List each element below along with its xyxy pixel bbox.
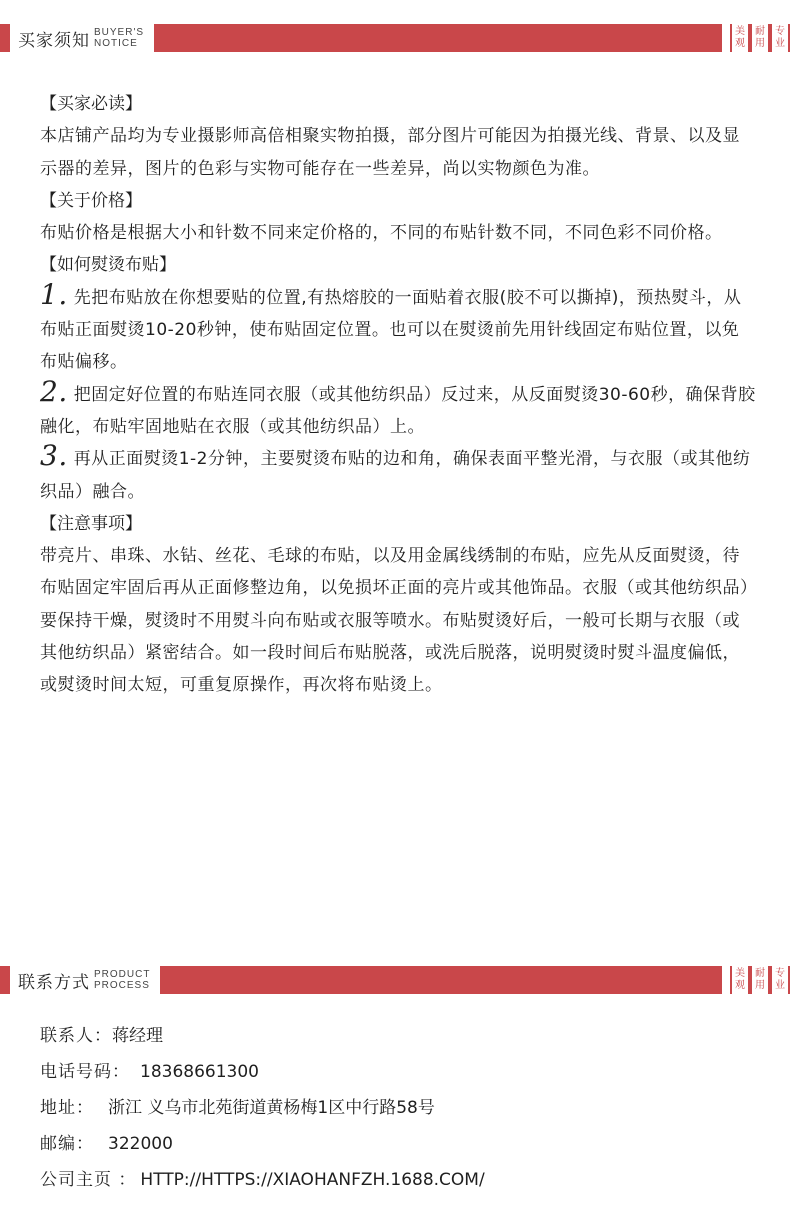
badge-cell-durable <box>752 24 768 60</box>
quality-badge <box>730 24 790 60</box>
badge-char: 业 <box>775 38 785 49</box>
phone-row <box>40 1054 756 1090</box>
badge-cell-professional <box>772 966 788 1002</box>
badge-char: 观 <box>735 38 745 49</box>
step-text: 把固定好位置的布贴连同衣服（或其他纺织品）反过来，从反面熨烫30-60秒，确保背胶融化，布贴牢固地贴在衣服（或其他纺织品）上。 <box>40 384 756 437</box>
contact-info <box>40 1018 756 1198</box>
step-text: 再从正面熨烫1-2分钟，主要熨烫布贴的边和角，确保表面平整光滑，与衣服（或其他纺织品）融合。 <box>40 449 751 502</box>
badge-cell-durable <box>752 966 768 1002</box>
step-number: 2. <box>40 374 68 408</box>
contact-person-value: 蒋经理 <box>112 1026 163 1046</box>
homepage-row <box>40 1162 756 1198</box>
contact-person-label: 联系人： <box>40 1026 112 1046</box>
notice-content <box>40 88 756 702</box>
badge-char: 用 <box>755 980 765 991</box>
caution-text: 带亮片、串珠、水钻、丝花、毛球的布贴，以及用金属线绣制的布贴，应先从反面熨烫，待布贴固定牢固后再从正面修整边角，以免损坏正面的亮片或其他饰品。衣服（或其他纺织品）要保持干燥，熨烫时不用熨斗向布贴或衣服等喷水。布贴熨烫好后，一般可长期与衣服（或其他纺织品）紧密结合。如一段时间后布贴脱落，或洗后脱落，说明熨烫时熨斗温度偏低，或熨烫时间太短，可重复原操作，再次将布贴烫上。 <box>40 546 749 696</box>
ironing-heading: 【如何熨烫布贴】 <box>40 255 176 276</box>
badge-char: 专 <box>775 968 785 979</box>
homepage-link[interactable]: HTTP://HTTPS://XIAOHANFZH.1688.COM/ <box>140 1170 485 1190</box>
ironing-step-2 <box>40 374 756 444</box>
step-number: 3. <box>40 439 68 473</box>
badge-char: 观 <box>735 980 745 991</box>
address-value: 浙江 义乌市北苑街道黄杨梅1区中行路58号 <box>108 1098 435 1118</box>
address-label: 地址： <box>40 1098 94 1118</box>
postcode-value: 322000 <box>108 1134 173 1154</box>
header-title: 买家须知 <box>18 30 90 51</box>
badge-cell-professional <box>772 24 788 60</box>
phone-value: 18368661300 <box>140 1062 259 1082</box>
contact-person-row <box>40 1018 756 1054</box>
postcode-label: 邮编： <box>40 1134 94 1154</box>
badge-cell-beauty <box>732 966 748 1002</box>
address-row <box>40 1090 756 1126</box>
header-subtitle <box>94 27 144 49</box>
price-heading: 【关于价格】 <box>40 190 142 211</box>
quality-badge <box>730 966 790 1002</box>
badge-char: 美 <box>735 968 745 979</box>
buyers-notice-header <box>0 24 790 60</box>
badge-char: 业 <box>775 980 785 991</box>
badge-char: 耐 <box>755 968 765 979</box>
badge-char: 专 <box>775 26 785 37</box>
header-title-box <box>10 966 160 994</box>
must-read-heading: 【买家必读】 <box>40 94 142 114</box>
header-subtitle-line1: PRODUCT <box>94 969 151 980</box>
phone-label: 电话号码： <box>40 1062 130 1082</box>
homepage-label: 公司主页 ： <box>40 1170 137 1190</box>
badge-char: 耐 <box>755 26 765 37</box>
step-text: 先把布贴放在你想要贴的位置,有热熔胶的一面贴着衣服(胶不可以撕掉)，预热熨斗，从布贴正面熨烫10-20秒钟，使布贴固定位置。也可以在熨烫前先用针线固定布贴位置，以免布贴偏移。 <box>40 287 742 373</box>
badge-cell-beauty <box>732 24 748 60</box>
header-title: 联系方式 <box>18 972 90 993</box>
badge-char: 美 <box>735 26 745 37</box>
ironing-step-1 <box>40 277 756 379</box>
badge-char: 用 <box>755 38 765 49</box>
header-title-box <box>10 24 154 52</box>
caution-heading: 【注意事项】 <box>40 513 142 534</box>
header-subtitle <box>94 969 150 991</box>
postcode-row <box>40 1126 756 1162</box>
header-subtitle-line1: BUYER'S <box>94 27 145 38</box>
ironing-step-3 <box>40 439 756 508</box>
step-number: 1. <box>40 277 68 311</box>
header-subtitle-line2: NOTICE <box>94 38 138 49</box>
header-subtitle-line2: PROCESS <box>94 980 150 991</box>
price-text: 布贴价格是根据大小和针数不同来定价格的，不同的布贴针数不同，不同色彩不同价格。 <box>40 223 723 244</box>
must-read-text: 本店铺产品均为专业摄影师高倍相聚实物拍摄，部分图片可能因为拍摄光线、背景、以及显示器的差异，图片的色彩与实物可能存在一些差异，尚以实物颜色为准。 <box>40 126 740 179</box>
contact-header <box>0 966 790 1002</box>
